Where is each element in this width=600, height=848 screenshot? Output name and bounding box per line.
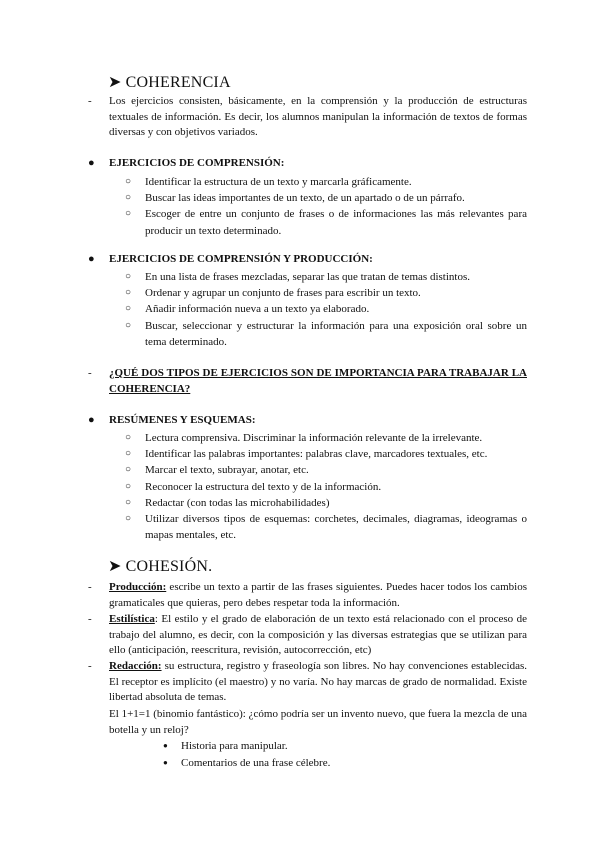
list-item: ○ Reconocer la estructura del texto y de la información. — [125, 479, 527, 495]
binomio-list — [163, 738, 330, 771]
comprension-list — [125, 174, 527, 239]
comprension-title: ● EJERCICIOS DE COMPRENSIÓN: — [88, 157, 285, 169]
list-item: ○ Añadir información nueva a un texto ya elaborado. — [125, 301, 527, 317]
bullet-icon: ● — [88, 253, 95, 265]
list-item: ○ Redactar (con todas las microhabilidades) — [125, 495, 527, 511]
arrow-icon: ➤ — [108, 558, 122, 575]
resumenes-list — [125, 430, 527, 543]
binomio-text: El 1+1=1 (binomio fantástico): ¿cómo podría ser un invento nuevo, que fuera la mezcla de una botella y un reloj? — [109, 708, 527, 736]
list-item: ○ Identificar la estructura de un texto y marcarla gráficamente. — [125, 174, 527, 190]
list-item: ○ Buscar las ideas importantes de un texto, de un apartado o de un párrafo. — [125, 190, 527, 206]
list-item: ○ Marcar el texto, subrayar, anotar, etc. — [125, 462, 527, 478]
list-item: ○ Lectura comprensiva. Discriminar la información relevante de la irrelevante. — [125, 430, 527, 446]
list-item: ○ Identificar las palabras importantes: palabras clave, marcadores textuales, etc. — [125, 446, 527, 462]
list-item: ● Historia para manipular. — [163, 738, 330, 755]
coherencia-heading: ➤ COHERENCIA — [108, 74, 231, 91]
arrow-icon: ➤ — [108, 74, 122, 91]
coherencia-intro: - Los ejercicios consisten, básicamente, en la comprensión y la producción de estructuras textuales de información. Es decir, los alumnos manipulan la información de textos de formas diversas y con objetivos variados. — [88, 95, 527, 138]
resumenes-title: ● RESÚMENES Y ESQUEMAS: — [88, 414, 256, 426]
list-item: ○ En una lista de frases mezcladas, separar las que tratan de temas distintos. — [125, 269, 527, 285]
list-item: ○ Buscar, seleccionar y estructurar la información para una exposición oral sobre un tema determinado. — [125, 318, 527, 350]
list-item: ● Comentarios de una frase célebre. — [163, 755, 330, 772]
produccion-item: - Producción: escribe un texto a partir de las frases siguientes. Puedes hacer todos los cambios gramaticales que quieras, pero debes respetar toda la información. — [88, 581, 527, 609]
comprension-produccion-title: ● EJERCICIOS DE COMPRENSIÓN Y PRODUCCIÓN: — [88, 253, 373, 265]
bullet-icon: ● — [88, 157, 95, 169]
estilistica-item: - Estilística: El estilo y el grado de elaboración de un texto está relacionado con el proceso de trabajo del alumno, es decir, con la composición y las diversas estrategias que se utilizan para ello (anticipación, reescritura, revisión, autocorrección, etc) — [88, 613, 527, 656]
bullet-icon: ● — [88, 414, 95, 426]
comprension-produccion-list — [125, 269, 527, 350]
question: - ¿QUÉ DOS TIPOS DE EJERCICIOS SON DE IMPORTANCIA PARA TRABAJAR LA COHERENCIA? — [88, 367, 527, 395]
redaccion-item: - Redacción: su estructura, registro y fraseología son libres. No hay convenciones establecidas. El receptor es implícito (el maestro) y no varía. No hay marcas de grado de normalidad. Existe libertad absoluta de temas. — [88, 660, 527, 703]
list-item: ○ Utilizar diversos tipos de esquemas: corchetes, decimales, diagramas, ideogramas o mapas mentales, etc. — [125, 511, 527, 543]
list-item: ○ Ordenar y agrupar un conjunto de frases para escribir un texto. — [125, 285, 527, 301]
list-item: ○ Escoger de entre un conjunto de frases o de informaciones las más relevantes para producir un texto determinado. — [125, 206, 527, 238]
cohesion-heading: ➤ COHESIÓN. — [108, 558, 213, 575]
